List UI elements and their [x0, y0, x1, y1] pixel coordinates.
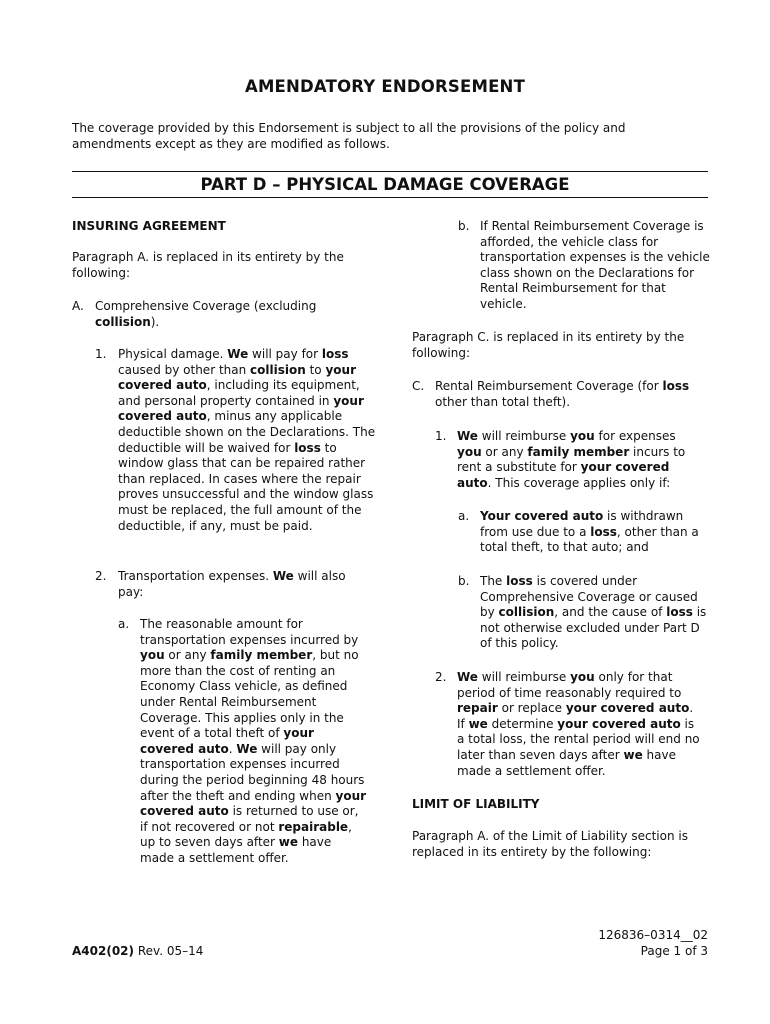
paragraph-a-intro: Paragraph A. is replaced in its entirety by the following: [72, 250, 344, 280]
rental-item-1-text: We will reimburse you for expenses you or any family member incurs to rent a substitute for your covered auto. This coverage applies only if: [457, 429, 686, 490]
item-1-text: Physical damage. We will pay for loss caused by other than collision to your covered auto, including its equipment, and personal property contained in your covered auto, minus any applicable deductible shown on the Declarations. The deductible will be waived for loss to window glass that can be repaired rather than replaced. In cases where the repair proves unsuccessful and the window glass must be replaced, the full amount of the deductible, if any, must be paid. [118, 347, 376, 533]
rental-item-1b-marker: b. [458, 574, 470, 588]
item-b-text: If Rental Reimbursement Coverage is afforded, the vehicle class for transportation expenses is the vehicle class shown on the Declarations for Rental Reimbursement for that vehicle. [480, 219, 710, 311]
item-c-text: Rental Reimbursement Coverage (for loss other than total theft). [435, 379, 690, 409]
item-2a-marker: a. [118, 617, 130, 631]
footer-page-number: Page 1 of 3 [640, 944, 708, 958]
item-c-marker: C. [412, 379, 425, 393]
insuring-agreement-heading: INSURING AGREEMENT [72, 219, 226, 233]
part-rule-bottom [72, 197, 708, 198]
footer-form-id [72, 943, 203, 959]
paragraph-c-intro: Paragraph C. is replaced in its entirety by the following: [412, 330, 685, 360]
item-a-text: Comprehensive Coverage (excluding collision). [95, 299, 317, 329]
rental-item-2-text: We will reimburse you only for that period of time reasonably required to repair or replace your covered auto. If we determine your covered auto is a total loss, the rental period will end no later than seven days after we have made a settlement offer. [457, 670, 700, 778]
intro-text: The coverage provided by this Endorsement is subject to all the provisions of the policy and amendments except as they are modified as follows. [72, 121, 626, 151]
form-revision: Rev. 05–14 [137, 944, 204, 958]
item-2-marker: 2. [95, 569, 107, 583]
item-a-marker: A. [72, 299, 84, 313]
part-rule-top [72, 171, 708, 172]
part-title: PART D – PHYSICAL DAMAGE COVERAGE [200, 175, 570, 194]
rental-item-1a-marker: a. [458, 509, 470, 523]
rental-item-1b-text: The loss is covered under Comprehensive Coverage or caused by collision, and the cause of loss is not otherwise excluded under Part D of this policy. [480, 574, 707, 651]
limit-of-liability-heading: LIMIT OF LIABILITY [412, 797, 540, 811]
footer-doc-number: 126836–0314__02 [598, 928, 708, 942]
rental-item-1a-text: Your covered auto is withdrawn from use due to a loss, other than a total theft, to that auto; and [480, 509, 699, 555]
item-2-text: Transportation expenses. We will also pay: [118, 569, 346, 599]
rental-item-2-marker: 2. [435, 670, 447, 684]
item-2a-text: The reasonable amount for transportation expenses incurred by you or any family member, but no more than the cost of renting an Economy Class vehicle, as defined under Rental Reimbursement Coverage. This applies only in the event of a total theft of your covered auto. We will pay only transportation expenses incurred during the period beginning 48 hours after the theft and ending when your covered auto is returned to use or, if not recovered or not repairable, up to seven days after we have made a settlement offer. [140, 617, 367, 865]
item-b-marker: b. [458, 219, 470, 233]
item-1-marker: 1. [95, 347, 107, 361]
form-code: A402(02) [72, 944, 135, 958]
rental-item-1-marker: 1. [435, 429, 447, 443]
limit-paragraph: Paragraph A. of the Limit of Liability section is replaced in its entirety by the following: [412, 829, 688, 859]
page-title: AMENDATORY ENDORSEMENT [244, 77, 526, 96]
